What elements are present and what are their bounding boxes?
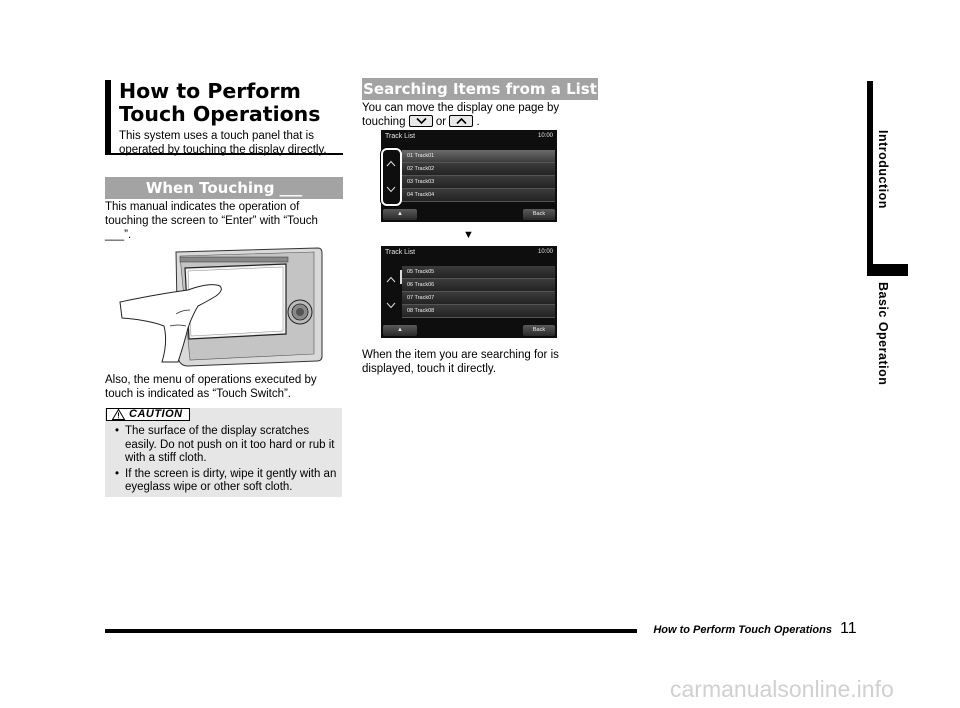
searching-text-or: or — [435, 116, 447, 128]
track-rows — [402, 150, 555, 202]
page-down-key — [409, 115, 433, 127]
side-tab-strip — [867, 81, 873, 267]
track-row[interactable]: 02 Track02 — [402, 163, 555, 176]
main-heading — [105, 80, 343, 155]
watermark: carmanualsonline.info — [670, 676, 894, 702]
up-button[interactable]: ▲ — [383, 325, 417, 336]
caution-label — [106, 408, 190, 421]
chevron-down-icon — [416, 117, 427, 125]
caution-item: • The surface of the display scratches easily. Do not push on it too hard or rub it with a stiff cloth. — [115, 425, 341, 466]
track-row[interactable]: 05 Track05 — [402, 266, 555, 279]
screen-clock: 10:00 — [537, 133, 553, 139]
caution-box — [105, 408, 342, 497]
warning-triangle-icon — [112, 409, 125, 420]
track-row[interactable]: 04 Track04 — [402, 189, 555, 202]
section-title-touching: When Touching ___ — [105, 177, 343, 199]
sequence-arrow: ▼ — [463, 229, 474, 241]
caution-list — [115, 425, 341, 497]
side-tab-marker — [867, 264, 908, 276]
side-tab-introduction[interactable]: Introduction — [876, 130, 890, 209]
screen-title: Track List — [385, 133, 416, 140]
screen-title: Track List — [385, 249, 416, 256]
caution-label-text: CAUTION — [129, 408, 183, 420]
side-tab-basic-operation[interactable]: Basic Operation — [876, 282, 890, 386]
touching-description: This manual indicates the operation of touching the screen to “Enter” with “Touch ___”. — [105, 201, 318, 241]
heading-description: This system uses a touch panel that is operated by touching the display directly. — [119, 130, 327, 156]
footer-rule — [105, 629, 637, 633]
track-row[interactable]: 03 Track03 — [402, 176, 555, 189]
track-row[interactable]: 07 Track07 — [402, 292, 555, 305]
screen-bottom-bar — [381, 208, 557, 222]
page-title-line2: Touch Operations — [119, 102, 321, 126]
track-row[interactable]: 06 Track06 — [402, 279, 555, 292]
track-row[interactable]: 01 Track01 — [402, 150, 555, 163]
scroll-controls — [383, 266, 399, 318]
page-up-key — [449, 115, 473, 127]
track-list-screen-after — [381, 246, 557, 338]
caution-item: • If the screen is dirty, wipe it gently with an eyeglass wipe or other soft cloth. — [115, 468, 341, 495]
page-number: 11 — [840, 620, 857, 637]
track-rows — [402, 266, 555, 318]
screen-clock: 10:00 — [537, 249, 553, 255]
scroll-down-icon[interactable] — [386, 302, 396, 309]
head-unit-illustration — [118, 244, 326, 368]
track-row[interactable]: 08 Track08 — [402, 305, 555, 318]
searching-text-after: . — [476, 116, 480, 128]
back-button[interactable]: Back — [523, 325, 555, 336]
section-title-searching: Searching Items from a List — [363, 80, 597, 98]
scroll-highlight — [381, 148, 402, 206]
searching-description — [362, 101, 582, 129]
footer-section-title: How to Perform Touch Operations — [653, 624, 832, 636]
track-list-screen-before — [381, 130, 557, 222]
screen-bottom-bar — [381, 324, 557, 338]
found-item-instruction: When the item you are searching for is displayed, touch it directly. — [362, 349, 559, 375]
touch-switch-note: Also, the menu of operations executed by touch is indicated as “Touch Switch”. — [105, 374, 317, 400]
back-button[interactable]: Back — [523, 209, 555, 220]
searching-text-before: You can move the display one page by touching — [362, 102, 560, 128]
page-title-line1: How to Perform — [119, 79, 301, 103]
scroll-up-icon[interactable] — [386, 276, 396, 283]
up-button[interactable]: ▲ — [383, 209, 417, 220]
chevron-up-icon — [456, 117, 467, 125]
